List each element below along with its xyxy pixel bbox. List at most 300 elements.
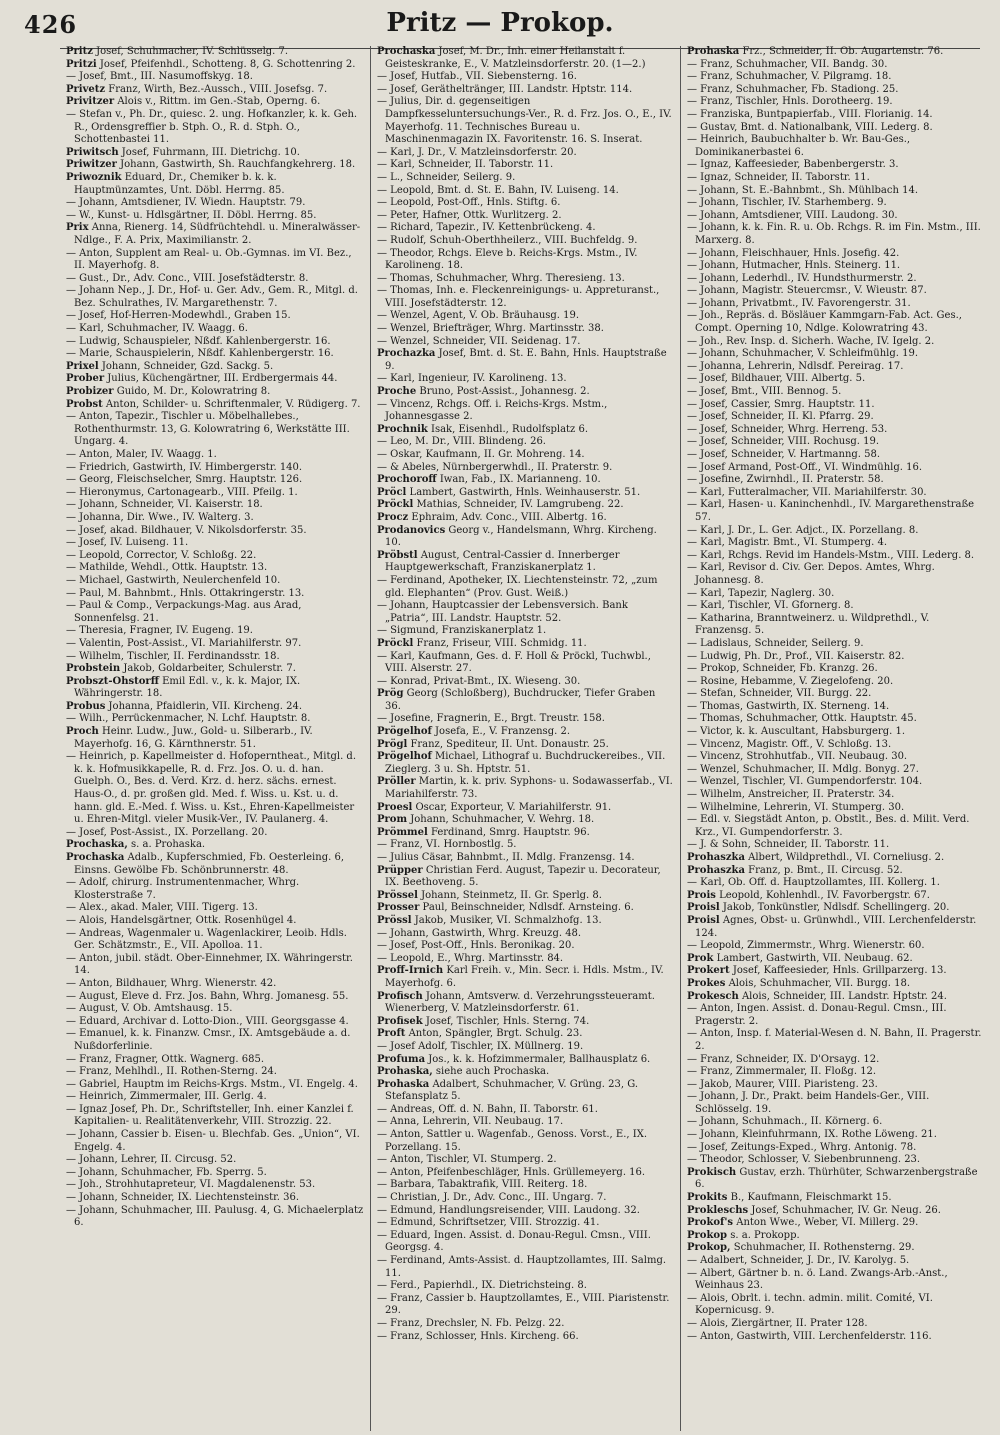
entry-details: — Johann, Magistr. Steuercmsr., V. Wieustr. 87.: [687, 285, 927, 297]
entry-details: — Josef, Hof-Herren-Modewhdl., Graben 15.: [66, 310, 291, 322]
directory-entry: [687, 487, 984, 500]
entry-details: — Anton, Sattler u. Wagenfab., Genoss. Vorst., E., IX. Porzellang. 15.: [377, 1129, 647, 1153]
entry-details: Franz, p. Bmt., II. Circusg. 52.: [748, 864, 903, 876]
entry-details: — Karl, J. Dr., V. Matzleinsdorferstr. 20.: [377, 146, 577, 158]
entry-details: — Thomas, Schuhmacher, Ottk. Hauptstr. 45.: [687, 713, 917, 725]
directory-entry: [687, 462, 984, 475]
entry-details: — Johann, Lehrer, II. Circusg. 52.: [66, 1154, 237, 1166]
directory-entry: [66, 902, 364, 915]
directory-entry: [687, 109, 984, 122]
entry-surname: Profisek: [377, 1015, 423, 1027]
directory-entry: [687, 449, 984, 462]
entry-details: — Franz, Cassier b. Hauptzollamtes, E., VIII. Piaristenstr. 29.: [377, 1292, 670, 1317]
entry-details: — Edmund, Schriftsetzer, VIII. Strozzig. 41.: [377, 1217, 600, 1229]
entry-surname: Prokes: [687, 977, 726, 989]
entry-details: Adalbert, Schuhmacher, V. Grüng. 23, G. Stefansplatz 5.: [385, 1078, 639, 1103]
directory-entry: [687, 525, 984, 538]
entry-details: — Adolf, chirurg. Instrumentenmacher, Whrg. Klosterstraße 7.: [66, 877, 300, 901]
entry-surname: Prober: [66, 373, 105, 385]
directory-entry: [377, 96, 674, 146]
entry-details: — Josef, Schneider, Whrg. Herreng. 53.: [687, 423, 888, 435]
entry-details: — Thomas, Gastwirth, IX. Sterneng. 14.: [687, 700, 890, 712]
entry-details: — August, Eleve d. Frz. Jos. Bahn, Whrg. Jomanesg. 55.: [66, 990, 349, 1002]
directory-entry: [687, 726, 984, 739]
entry-details: Johann, Schuhmacher, V. Wehrg. 18.: [410, 814, 595, 826]
entry-details: — August, V. Ob. Amtshausg. 15.: [66, 1003, 233, 1015]
directory-entry: [687, 739, 984, 752]
directory-entry: [377, 424, 674, 437]
directory-entry: [687, 902, 984, 915]
entry-details: — Eduard, Archivar d. Lotto-Dion., VIII. Georgsgasse 4.: [66, 1015, 349, 1027]
entry-details: Josef, Pfeifenhdl., Schotteng. 8, G. Schottenring 2.: [99, 58, 356, 70]
entry-details: — Johann, Privatbmt., IV. Favorengerstr. 31.: [687, 297, 911, 309]
entry-surname: Pröller: [377, 776, 416, 788]
directory-entry: [66, 839, 364, 852]
directory-entry: [687, 814, 984, 839]
directory-entry: [377, 739, 674, 752]
directory-entry: [377, 991, 674, 1016]
entry-surname: Proche: [377, 386, 417, 398]
directory-entry: [66, 575, 364, 588]
entry-details: Josef, Schuhmacher, IV. Schlüsselg. 7.: [96, 46, 289, 57]
directory-entry: [687, 298, 984, 311]
directory-entry: [687, 688, 984, 701]
directory-entry: [377, 751, 674, 776]
directory-entry: [377, 71, 674, 84]
entry-details: — Josef, Hutfab., VII. Siebensterng. 16.: [377, 71, 577, 83]
entry-surname: Prixel: [66, 360, 99, 372]
entry-details: — Julius, Dir. d. gegenseitigen Dampfkesseluntersuchungs-Ver., R. d. Frz. Jos. O., E., IV. Mayerhofg. 11. Technisches Bureau u. Maschinenmagazin IX. Favoritenstr. 16. S. Inserat.: [377, 96, 672, 146]
directory-entry: [687, 613, 984, 638]
directory-entry: [687, 1331, 984, 1344]
directory-entry: [66, 84, 364, 97]
entry-details: Josef, Fuhrmann, III. Dietrichg. 10.: [121, 146, 300, 158]
directory-entry: [66, 1079, 364, 1092]
entry-details: Ephraim, Adv. Conc., VIII. Albertg. 16.: [411, 511, 607, 523]
directory-entry: [66, 361, 364, 374]
entry-surname: Probus: [66, 700, 106, 712]
directory-entry: [377, 310, 674, 323]
directory-entry: [687, 839, 984, 852]
entry-details: — Alois, Obrlt. i. techn. admin. milit. Comité, VI. Kopernicusg. 9.: [687, 1292, 933, 1317]
directory-entry: [377, 386, 674, 399]
entry-details: — Heinrich, p. Kapellmeister d. Hofoperntheat., Mitgl. d. k. k. Hofmusikkapelle, R. d. Frz. Jos. O. u. d. han. Guelph. O., Bes. d. Verd. Krz. d. herz. sächs. ernest. Haus-O., d. pr. großen gld. Med. f. Wiss. u. Kst. u. d. hann. gld. E.-Med. f. Wiss. u. Kst., Ehren-Kapellmeister u. Ehren-Mitgl. vieler Musik-Ver., IV. Paulanerg. 4.: [66, 751, 357, 826]
directory-entry: [66, 46, 364, 59]
directory-entry: [687, 436, 984, 449]
entry-details: — Franziska, Buntpapierfab., VIII. Florianig. 14.: [687, 108, 933, 120]
entry-surname: Prix: [66, 222, 89, 234]
entry-surname: Prömmel: [377, 826, 428, 838]
directory-entry: [377, 1217, 674, 1230]
entry-details: — Georg, Fleischselcher, Smrg. Hauptstr. 126.: [66, 474, 303, 486]
entry-details: — Wenzel, Schneider, VII. Seidenag. 17.: [377, 335, 581, 347]
entry-details: — J. & Sohn, Schneider, II. Taborstr. 11.: [687, 839, 890, 851]
directory-entry: [66, 638, 364, 651]
entry-details: — Peter, Hafner, Ottk. Wurlitzerg. 2.: [377, 209, 562, 221]
directory-entry: [687, 1129, 984, 1142]
directory-entry: [66, 1167, 364, 1180]
entry-surname: Prosser: [377, 902, 420, 914]
entry-details: — Josef, Schneider, II. Kl. Pfarrg. 29.: [687, 411, 874, 423]
directory-entry: [377, 1116, 674, 1129]
entry-details: — Joh., Strohhutapreteur, VI. Magdalenenstr. 53.: [66, 1179, 316, 1191]
directory-entry: [687, 197, 984, 210]
column-middle: [370, 46, 680, 1431]
entry-details: Oscar, Exporteur, V. Mariahilferstr. 91.: [415, 801, 612, 813]
entry-details: Josef, Schuhmacher, IV. Gr. Neug. 26.: [751, 1204, 941, 1216]
entry-details: Christian Ferd. August, Tapezir u. Decorateur, IX. Beethoveng. 5.: [385, 864, 661, 889]
entry-details: Paul, Beinschneider, Ndlsdf. Arnsteing. 6.: [422, 902, 634, 914]
entry-details: — Anton, Insp. f. Material-Wesen d. N. Bahn, II. Pragerstr. 2.: [687, 1028, 982, 1052]
entry-details: — Anton, Gastwirth, VIII. Lerchenfelderstr. 116.: [687, 1330, 932, 1342]
directory-entry: [66, 550, 364, 563]
entry-details: — Andreas, Wagenmaler u. Wagenlackirer, Leoib. Hdls. Ger. Schätzmstr., E., VII. Apolloa. 11.: [66, 927, 347, 952]
entry-surname: Prochaska: [66, 852, 125, 863]
directory-entry: [377, 499, 674, 512]
entry-details: Ferdinand, Smrg. Hauptstr. 96.: [430, 826, 590, 838]
entry-details: — Karl, Tischler, VI. Gfornerg. 8.: [687, 600, 854, 612]
directory-entry: [377, 1293, 674, 1318]
entry-details: — Julius Cäsar, Bahnbmt., II. Mdlg. Franzensg. 14.: [377, 852, 635, 863]
entry-details: — Victor, k. k. Auscultant, Habsburgerg. 1.: [687, 726, 906, 738]
entry-details: Emil Edl. v., k. k. Major, IX. Währingerstr. 18.: [74, 675, 301, 700]
entry-details: — Anton, jubil. städt. Ober-Einnehmer, IX. Währingerstr. 14.: [66, 952, 353, 977]
entry-details: — Josef, IV. Luiseng. 11.: [66, 537, 189, 549]
directory-entry: [687, 978, 984, 991]
directory-entry: [66, 373, 364, 386]
directory-entry: [687, 260, 984, 273]
entry-surname: Pröckl: [377, 499, 414, 511]
entry-details: — Ferdinand, Amts-Assist. d. Hauptzollamtes, III. Salmg. 11.: [377, 1255, 667, 1279]
entry-details: — Johann, Schuhmacher, Fb. Sperrg. 5.: [66, 1166, 267, 1178]
entry-details: — Wilh., Perrückenmacher, N. Lchf. Hauptstr. 8.: [66, 713, 311, 725]
directory-entry: [687, 1028, 984, 1053]
entry-details: — Franz, Zimmermaler, II. Floßg. 12.: [687, 1066, 877, 1078]
directory-entry: [66, 386, 364, 399]
entry-details: Adalb., Kupferschmied, Fb. Oesterleing. 6, Einsns. Gewölbe Fb. Schönbrunnerstr. 48.: [74, 852, 344, 876]
entry-surname: Prohaska,: [377, 1066, 433, 1078]
entry-details: — Heinrich, Zimmermaler, III. Gerlg. 4.: [66, 1091, 267, 1103]
entry-details: — Anton, Tischler, VI. Stumperg. 2.: [377, 1154, 557, 1166]
directory-entry: [377, 1028, 674, 1041]
directory-entry: [687, 348, 984, 361]
entry-details: Anton, Schilder- u. Schriftenmaler, V. Rüdigerg. 7.: [105, 398, 361, 410]
entry-details: Anton, Spängler, Brgt. Schulg. 23.: [408, 1028, 583, 1040]
directory-entry: [66, 928, 364, 953]
directory-entry: [377, 159, 674, 172]
entry-details: — Franz, Mehlhdl., II. Rothen-Sterng. 24.: [66, 1066, 277, 1078]
entry-details: — Stefan v., Ph. Dr., quiesc. 2. ung. Hofkanzler, k. k. Geh. R., Ordensgreffier b. Stph. O., R. d. Stph. O., Schottenbastei 11.: [66, 108, 358, 146]
column-left: [60, 46, 370, 1431]
entry-details: — & Abeles, Nürnbergerwhdl., II. Praterstr. 9.: [377, 461, 613, 473]
entry-details: — Andreas, Off. d. N. Bahn, II. Taborstr. 61.: [377, 1103, 598, 1115]
directory-entry: [66, 537, 364, 550]
directory-entry: [687, 1142, 984, 1155]
directory-entry: [377, 323, 674, 336]
entry-surname: Prössl: [377, 914, 412, 926]
entry-details: — Paul & Comp., Verpackungs-Mag. aus Arad, Sonnenfelsg. 21.: [66, 600, 302, 624]
entry-details: s. a. Prokopp.: [730, 1229, 800, 1241]
directory-entry: [687, 701, 984, 714]
entry-details: Johann, Steinmetz, II. Gr. Sperlg. 8.: [421, 889, 602, 901]
directory-entry: [687, 499, 984, 524]
directory-entry: [687, 373, 984, 386]
entry-details: — Joh., Rev. Insp. d. Sicherh. Wache, IV. Igelg. 2.: [687, 335, 935, 347]
entry-surname: Prochaska: [377, 46, 436, 57]
directory-entry: [687, 59, 984, 72]
entry-surname: Probszt-Ohstorff: [66, 675, 159, 687]
directory-entry: [66, 487, 364, 500]
directory-entry: [377, 336, 674, 349]
entry-surname: Prög: [377, 688, 404, 700]
directory-entry: [66, 852, 364, 877]
entry-details: — Johann, Schneider, VI. Kaiserstr. 18.: [66, 499, 263, 511]
directory-entry: [377, 1331, 674, 1344]
directory-entry: [687, 1054, 984, 1067]
entry-details: Franz, Friseur, VIII. Schmidg. 11.: [416, 637, 587, 649]
directory-entry: [377, 776, 674, 801]
entry-details: Josef, Kaffeesieder, Hnls. Grillparzerg. 13.: [732, 965, 947, 977]
entry-details: — Leopold, Post-Off., Hnls. Stiftg. 6.: [377, 197, 561, 209]
entry-details: — Jakob, Maurer, VIII. Piaristeng. 23.: [687, 1078, 878, 1090]
directory-entry: [687, 1293, 984, 1318]
entry-details: — Ladislaus, Schneider, Seilerg. 9.: [687, 637, 864, 649]
entry-details: — Johanna, Dir. Wwe., IV. Walterg. 3.: [66, 511, 254, 523]
entry-details: Leopold, Kohlenhdl., IV. Favorbergstr. 67.: [719, 889, 930, 901]
directory-entry: [66, 1104, 364, 1129]
directory-entry: [66, 600, 364, 625]
directory-entry: [377, 625, 674, 638]
entry-details: Josef, Tischler, Hnls. Sterng. 74.: [425, 1015, 590, 1027]
entry-details: — Karl, Ingenieur, IV. Karolineng. 13.: [377, 373, 567, 385]
directory-entry: [377, 965, 674, 990]
entry-details: Josefa, E., V. Franzensg. 2.: [435, 726, 570, 738]
entry-details: — Oskar, Kaufmann, II. Gr. Mohreng. 14.: [377, 449, 585, 460]
entry-details: — Johann, Gastwirth, Whrg. Kreuzg. 48.: [377, 927, 582, 939]
directory-entry: [687, 940, 984, 953]
directory-entry: [377, 1255, 674, 1280]
directory-entry: [377, 235, 674, 248]
directory-entry: [377, 487, 674, 500]
entry-details: — Wilhelm, Tischler, II. Ferdinandsstr. 18.: [66, 650, 280, 662]
entry-details: Julius, Küchengärtner, III. Erdbergermais 44.: [107, 373, 338, 385]
directory-entry: [377, 1041, 674, 1054]
directory-entry: [66, 1003, 364, 1016]
directory-entry: [377, 940, 674, 953]
directory-entry: [377, 814, 674, 827]
entry-surname: Probstein: [66, 663, 121, 675]
directory-entry: [687, 663, 984, 676]
entry-details: — Paul, M. Bahnbmt., Hnls. Ottakringerstr. 13.: [66, 587, 305, 599]
entry-surname: Prohaszka: [687, 852, 745, 863]
entry-details: — Wilhelm, Anstreicher, II. Praterstr. 34.: [687, 789, 895, 801]
directory-entry: [377, 953, 674, 966]
directory-entry: [377, 600, 674, 625]
directory-entry: [377, 713, 674, 726]
directory-entry: [66, 96, 364, 109]
entry-details: — Josefine, Fragnerin, E., Brgt. Treustr. 158.: [377, 713, 605, 725]
entry-details: — Edmund, Handlungsreisender, VIII. Laudong. 32.: [377, 1204, 640, 1216]
entry-surname: Prochaska,: [66, 839, 128, 851]
entry-details: Alois v., Rittm. im Gen.-Stab, Operng. 6.: [117, 96, 321, 108]
entry-details: Jakob, Tonkünstler, Ndlsdf. Schellingerg. 20.: [722, 902, 950, 914]
directory-entry: [377, 1230, 674, 1255]
directory-entry: [687, 651, 984, 664]
entry-surname: Probizer: [66, 386, 114, 398]
directory-entry: [377, 1280, 674, 1293]
entry-surname: Prössel: [377, 889, 418, 901]
entry-details: — Ferd., Papierhdl., IX. Dietrichsteing. 8.: [377, 1280, 587, 1292]
directory-entry: [377, 248, 674, 273]
entry-surname: Privetz: [66, 83, 106, 95]
directory-entry: [687, 1205, 984, 1218]
entry-details: — Sigmund, Franziskanerplatz 1.: [377, 625, 547, 637]
entry-details: Johann, Schneider, Gzd. Sackg. 5.: [101, 360, 274, 372]
entry-details: B., Kaufmann, Fleischmarkt 15.: [730, 1192, 892, 1204]
entry-details: s. a. Prohaska.: [131, 839, 206, 851]
entry-details: — Vincenz, Magistr. Off., V. Schloßg. 13.: [687, 738, 892, 750]
directory-entry: [377, 676, 674, 689]
entry-details: — Ignaz Josef, Ph. Dr., Schriftsteller, Inh. einer Kanzlei f. Kapitalien- u. Realitätenverkehr, VIII. Strozzig. 22.: [66, 1103, 354, 1128]
entry-details: Alois, Schneider, III. Landstr. Hptstr. 24.: [741, 990, 947, 1002]
directory-entry: [687, 134, 984, 159]
directory-entry: [377, 84, 674, 97]
entry-details: — Stefan, Schneider, VII. Burgg. 22.: [687, 688, 872, 700]
directory-entry: [687, 1318, 984, 1331]
entry-details: Agnes, Obst- u. Grünwhdl., VIII. Lerchenfelderstr. 124.: [695, 914, 977, 939]
directory-entry: [687, 1192, 984, 1205]
entry-details: — Johanna, Lehrerin, Ndlsdf. Pereirag. 17.: [687, 360, 904, 372]
directory-entry: [377, 474, 674, 487]
directory-entry: [377, 147, 674, 160]
directory-entry: [66, 1154, 364, 1167]
entry-surname: Prokop,: [687, 1242, 731, 1254]
entry-surname: Prokesch: [687, 990, 739, 1002]
entry-details: siehe auch Prochaska.: [435, 1066, 550, 1078]
directory-entry: [687, 210, 984, 223]
entry-details: — Franz, Schuhmacher, VII. Bandg. 30.: [687, 58, 888, 70]
entry-details: — Johann, Cassier b. Eisen- u. Blechfab. Ges. „Union“, VI. Engelg. 4.: [66, 1129, 360, 1153]
entry-details: — Karl, Rchgs. Revid im Handels-Mstm., VIII. Lederg. 8.: [687, 549, 975, 561]
directory-entry: [66, 147, 364, 160]
directory-entry: [66, 336, 364, 349]
directory-entry: [377, 688, 674, 713]
directory-entry: [687, 877, 984, 890]
directory-entry: [66, 172, 364, 197]
directory-entry: [687, 222, 984, 247]
entry-details: — Karl, Schuhmacher, IV. Waagg. 6.: [66, 323, 248, 335]
entry-details: — Leo, M. Dr., VIII. Blindeng. 26.: [377, 436, 546, 448]
directory-entry: [66, 159, 364, 172]
directory-entry: [66, 625, 364, 638]
entry-details: — Katharina, Branntweinerz. u. Wildprethdl., V. Franzensg. 5.: [687, 612, 930, 637]
directory-entry: [377, 550, 674, 575]
entry-details: — Johann, Hutmacher, Hnls. Steinerg. 11.: [687, 260, 901, 272]
directory-entry: [687, 96, 984, 109]
entry-details: — Franz, VI. Hornbostlg. 5.: [377, 839, 517, 851]
directory-entry: [687, 588, 984, 601]
entry-surname: Profisch: [377, 990, 423, 1002]
directory-entry: [377, 197, 674, 210]
entry-details: — Vincenz, Rchgs. Off. i. Reichs-Krgs. Mstm., Johannesgasse 2.: [377, 398, 608, 423]
entry-details: — Josefine, Zwirnhdl., II. Praterstr. 58.: [687, 474, 884, 486]
directory-entry: [66, 499, 364, 512]
directory-entry: [66, 978, 364, 991]
directory-entry: [377, 638, 674, 651]
entry-details: Anna, Rienerg. 14, Südfrüchtehdl. u. Mineralwässer-Ndlge., F. A. Prix, Maximilianstr. 2.: [74, 222, 361, 246]
entry-details: — Ferdinand, Apotheker, IX. Liechtensteinstr. 72, „zum gld. Elephanten“ (Prov. Gust. Weiß.): [377, 574, 658, 599]
directory-entry: [66, 399, 364, 412]
entry-surname: Prokert: [687, 965, 730, 977]
entry-details: — Heinrich, Baubuchhalter b. Wr. Bau-Ges., Dominikanerbastei 6.: [687, 134, 911, 158]
directory-entry: [66, 877, 364, 902]
entry-details: — Johann, Amtsdiener, VIII. Laudong. 30.: [687, 209, 898, 221]
entry-details: — Johann, Fleischhauer, Hnls. Josefig. 42.: [687, 247, 900, 259]
directory-entry: [687, 172, 984, 185]
directory-entry: [377, 852, 674, 865]
directory-entry: [377, 462, 674, 475]
entry-details: — Barbara, Tabaktrafik, VIII. Reiterg. 18.: [377, 1179, 588, 1191]
entry-details: — Johann, Amtsdiener, IV. Wiedn. Hauptstr. 79.: [66, 197, 306, 209]
entry-surname: Priwoznik: [66, 171, 122, 183]
directory-entry: [66, 71, 364, 84]
directory-entry: [66, 310, 364, 323]
directory-entry: [66, 348, 364, 361]
directory-entry: [377, 1104, 674, 1117]
directory-entry: [687, 991, 984, 1004]
directory-entry: [687, 159, 984, 172]
directory-entry: [66, 1192, 364, 1205]
directory-entry: [377, 902, 674, 915]
entry-details: — Thomas, Schuhmacher, Whrg. Theresieng. 13.: [377, 272, 625, 284]
entry-surname: Prokisch: [687, 1166, 737, 1178]
directory-entry: [377, 185, 674, 198]
directory-entry: [687, 474, 984, 487]
entry-details: — Johann, Hauptcassier der Lebensversich. Bank „Patria“, III. Landstr. Hauptstr. 52.: [377, 600, 628, 624]
directory-entry: [687, 890, 984, 903]
directory-entry: [66, 462, 364, 475]
entry-details: — Edl. v. Siegstädt Anton, p. Obstlt., Bes. d. Milit. Verd. Krz., VI. Gumpendorferstr. 3.: [687, 814, 970, 838]
entry-details: — Theresia, Fragner, IV. Eugeng. 19.: [66, 625, 253, 637]
directory-entry: [687, 789, 984, 802]
entry-details: — Josef, Zeitungs-Exped., Whrg. Antonig. 78.: [687, 1141, 917, 1153]
entry-details: — Hieronymus, Cartonagearb., VIII. Pfeilg. 1.: [66, 486, 298, 498]
entry-surname: Prögelhof: [377, 726, 432, 738]
directory-entry: [687, 802, 984, 815]
entry-details: — Karl, Tapezir, Naglerg. 30.: [687, 587, 835, 599]
directory-entry: [66, 59, 364, 72]
directory-entry: [377, 890, 674, 903]
entry-details: — Gust., Dr., Adv. Conc., VIII. Josefstädterstr. 8.: [66, 272, 309, 284]
directory-entry: [377, 172, 674, 185]
entry-details: — Leopold, Bmt. d. St. E. Bahn, IV. Luiseng. 14.: [377, 184, 619, 196]
entry-details: Heinr. Ludw., Juw., Gold- u. Silberarb., IV. Mayerhofg. 16, G. Kärnthnerstr. 51.: [74, 726, 313, 750]
directory-entry: [377, 575, 674, 600]
directory-entry: [66, 248, 364, 273]
directory-entry: [66, 1205, 364, 1230]
directory-entry: [66, 676, 364, 701]
directory-entry: [687, 1116, 984, 1129]
directory-entry: [687, 776, 984, 789]
directory-entry: [687, 1230, 984, 1243]
directory-entry: [687, 550, 984, 563]
directory-entry: [377, 827, 674, 840]
entry-surname: Proft: [377, 1028, 406, 1040]
entry-surname: Prom: [377, 814, 408, 826]
entry-details: — Albert, Gärtner b. n. ö. Land. Zwangs-Arb.-Anst., Weinhaus 23.: [687, 1267, 948, 1292]
directory-entry: [66, 726, 364, 751]
entry-details: — Anton, Bildhauer, Whrg. Wienerstr. 42.: [66, 977, 277, 989]
